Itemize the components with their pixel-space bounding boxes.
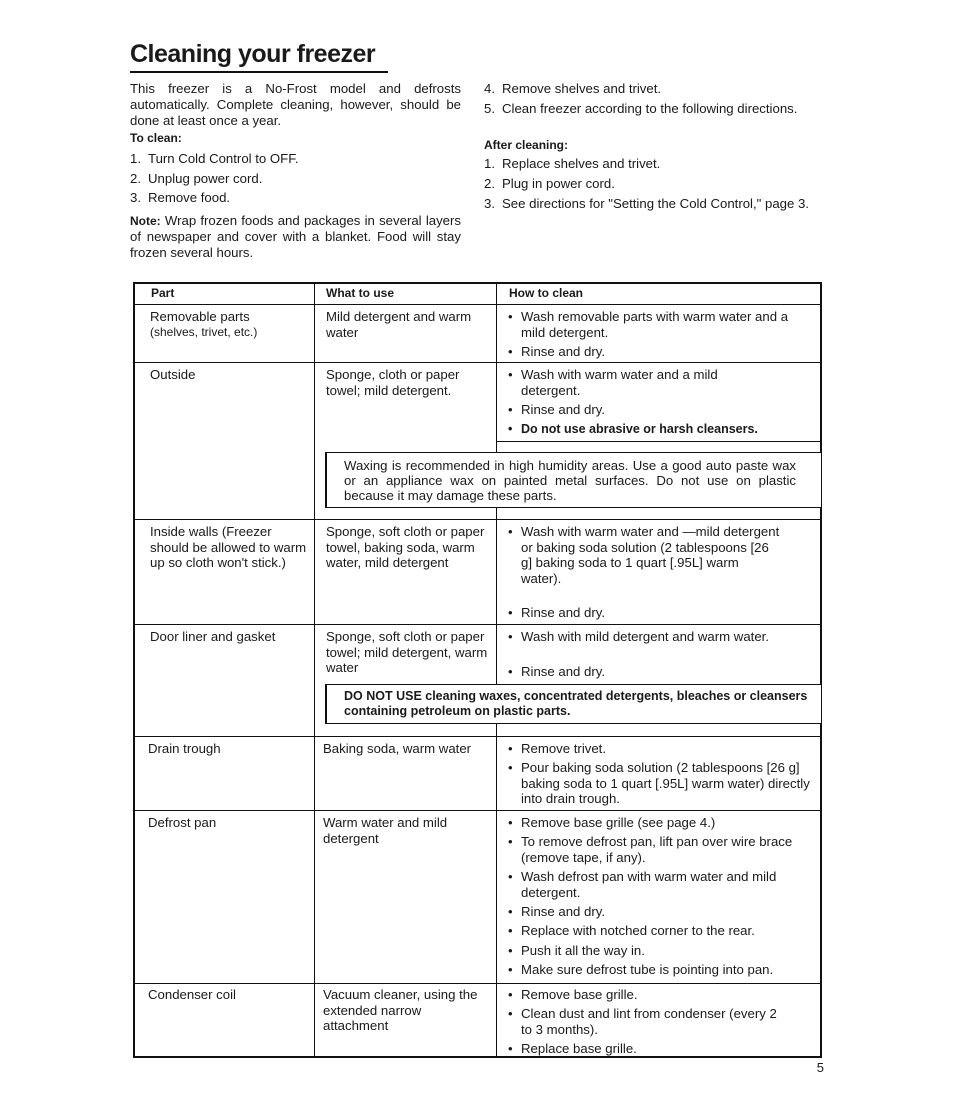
how-bullet bbox=[508, 904, 808, 920]
bullet-text: Push it all the way in. bbox=[521, 943, 645, 958]
bullet-dot: • bbox=[508, 760, 513, 775]
wax-note-text: Waxing is recommended in high humidity areas. Use a good auto paste wax or an appliance wax on painted metal surfaces. Do not use on plastic because it may damage these parts. bbox=[344, 458, 796, 503]
part-cell: Inside walls (Freezer should be allowed to warm up so cloth won't stick.) bbox=[150, 524, 307, 570]
bullet-text: Wash with warm water and a mild detergent. bbox=[521, 367, 718, 398]
bullet-text: Remove trivet. bbox=[521, 741, 607, 756]
header-divider bbox=[133, 304, 821, 305]
to-clean-step-3 bbox=[130, 190, 230, 206]
warning-note-text: DO NOT USE cleaning waxes, concentrated detergents, bleaches or cleansers containing petroleum on plastic parts. bbox=[344, 689, 808, 718]
row-divider bbox=[133, 519, 821, 520]
how-bullet bbox=[508, 962, 808, 978]
table-right-border bbox=[820, 282, 822, 1057]
bullet-dot: • bbox=[508, 943, 513, 958]
bullet-text: Make sure defrost tube is pointing into pan. bbox=[521, 962, 774, 977]
how-bullet-warning bbox=[508, 422, 818, 438]
bullet-text: Rinse and dry. bbox=[521, 605, 606, 620]
how-bullet bbox=[508, 605, 808, 621]
column-divider-2 bbox=[496, 282, 497, 1057]
header-what-to-use: What to use bbox=[326, 286, 394, 300]
how-bullet bbox=[508, 869, 808, 901]
bullet-dot: • bbox=[508, 741, 513, 756]
how-bullet bbox=[508, 834, 808, 866]
part-cell: Defrost pan bbox=[148, 815, 217, 830]
use-cell: Sponge, soft cloth or paper towel; mild detergent, warm water bbox=[326, 629, 488, 675]
bullet-dot: • bbox=[508, 1006, 513, 1021]
bullet-dot: • bbox=[508, 834, 513, 849]
after-cleaning-heading: After cleaning: bbox=[484, 138, 569, 152]
bullet-text: To remove defrost pan, lift pan over wire brace (remove tape, if any). bbox=[521, 834, 793, 865]
how-bullet bbox=[508, 344, 808, 360]
part-cell: Drain trough bbox=[148, 741, 221, 756]
bullet-dot: • bbox=[508, 367, 513, 382]
table-left-border bbox=[133, 282, 135, 1057]
step-4 bbox=[484, 81, 661, 97]
row-divider bbox=[496, 441, 821, 442]
use-cell: Sponge, cloth or paper towel; mild detergent. bbox=[326, 367, 460, 398]
note-text: Wrap frozen foods and packages in several layers of newspaper and cover with a blanket. Food will stay frozen several hours. bbox=[130, 213, 461, 260]
bullet-text: Remove base grille. bbox=[521, 987, 638, 1002]
bullet-dot: • bbox=[508, 664, 513, 679]
bullet-text: Rinse and dry. bbox=[521, 344, 606, 359]
how-bullet bbox=[508, 760, 808, 808]
step-number: 3. bbox=[484, 196, 495, 211]
step-text: See directions for "Setting the Cold Control," page 3. bbox=[502, 196, 809, 211]
bullet-dot: • bbox=[508, 422, 513, 436]
bullet-text: Clean dust and lint from condenser (every 2 to 3 months). bbox=[521, 1006, 777, 1037]
column-divider-1 bbox=[314, 282, 315, 1057]
bullet-text: Rinse and dry. bbox=[521, 402, 606, 417]
bullet-dot: • bbox=[508, 402, 513, 417]
bullet-text: Remove base grille (see page 4.) bbox=[521, 815, 716, 830]
bullet-dot: • bbox=[508, 629, 513, 644]
after-step-1 bbox=[484, 156, 660, 172]
bullet-text: Wash with mild detergent and warm water. bbox=[521, 629, 769, 644]
page-title: Cleaning your freezer bbox=[130, 40, 376, 68]
header-part: Part bbox=[151, 286, 175, 300]
after-step-3 bbox=[484, 196, 816, 212]
step-5 bbox=[484, 101, 816, 117]
step-number: 5. bbox=[484, 101, 495, 116]
bullet-text: Do not use abrasive or harsh cleansers. bbox=[521, 422, 758, 436]
table-top-border bbox=[133, 282, 821, 284]
bullet-text: Replace base grille. bbox=[521, 1041, 637, 1056]
part-name: Removable parts bbox=[150, 309, 250, 324]
how-bullet bbox=[508, 367, 808, 401]
header-how-to-clean: How to clean bbox=[509, 286, 584, 300]
bullet-dot: • bbox=[508, 815, 513, 830]
part-cell: Door liner and gasket bbox=[150, 629, 276, 644]
bullet-text: Wash defrost pan with warm water and mild detergent. bbox=[521, 869, 777, 900]
row-divider bbox=[133, 624, 821, 625]
bullet-text: Replace with notched corner to the rear. bbox=[521, 923, 755, 938]
bullet-text: Rinse and dry. bbox=[521, 664, 606, 679]
step-text: Plug in power cord. bbox=[502, 176, 615, 191]
intro-paragraph: This freezer is a No-Frost model and defrosts automatically. Complete cleaning, however, should be done at least once a year. bbox=[130, 81, 461, 128]
row-divider bbox=[133, 736, 821, 737]
step-number: 2. bbox=[484, 176, 495, 191]
part-cell bbox=[150, 309, 310, 340]
how-bullet bbox=[508, 524, 808, 604]
how-bullet bbox=[508, 664, 808, 680]
row-divider bbox=[133, 810, 821, 811]
bullet-text: Pour baking soda solution (2 tablespoons [26 g] baking soda to 1 quart [.95L] warm water) directly into drain trough. bbox=[521, 760, 810, 806]
bullet-text: Rinse and dry. bbox=[521, 904, 606, 919]
bullet-text: Wash removable parts with warm water and a mild detergent. bbox=[521, 309, 789, 340]
part-subtext: (shelves, trivet, etc.) bbox=[150, 324, 258, 339]
how-bullet bbox=[508, 309, 808, 345]
step-number: 1. bbox=[484, 156, 495, 171]
bullet-dot: • bbox=[508, 962, 513, 977]
how-bullet bbox=[508, 1006, 808, 1038]
how-bullet bbox=[508, 987, 808, 1003]
step-text: Turn Cold Control to OFF. bbox=[148, 151, 299, 166]
bullet-text: Wash with warm water and —mild detergent or baking soda solution (2 tablespoons [26 g] baking soda to 1 quart [.95L] warm water). bbox=[521, 524, 780, 586]
step-text: Remove food. bbox=[148, 190, 231, 205]
bullet-dot: • bbox=[508, 309, 513, 324]
how-bullet bbox=[508, 815, 808, 831]
how-bullet bbox=[508, 629, 808, 663]
use-cell: Warm water and mild detergent bbox=[323, 815, 448, 846]
use-cell: Baking soda, warm water bbox=[323, 741, 472, 756]
to-clean-step-1 bbox=[130, 151, 298, 167]
part-cell: Condenser coil bbox=[148, 987, 236, 1002]
to-clean-step-2 bbox=[130, 171, 262, 187]
how-bullet bbox=[508, 1041, 808, 1057]
note-label: Note: bbox=[130, 214, 161, 228]
after-step-2 bbox=[484, 176, 615, 192]
page-number: 5 bbox=[816, 1060, 824, 1075]
bullet-dot: • bbox=[508, 923, 513, 938]
use-cell: Vacuum cleaner, using the extended narrow attachment bbox=[323, 987, 478, 1033]
title-underline bbox=[130, 71, 388, 73]
how-bullet bbox=[508, 923, 808, 939]
step-number: 2. bbox=[130, 171, 141, 186]
bullet-dot: • bbox=[508, 605, 513, 620]
wax-note-box bbox=[325, 452, 822, 508]
bullet-dot: • bbox=[508, 524, 513, 539]
bullet-dot: • bbox=[508, 904, 513, 919]
row-divider bbox=[133, 362, 821, 363]
step-text: Replace shelves and trivet. bbox=[502, 156, 661, 171]
warning-note-box bbox=[325, 684, 822, 724]
step-number: 4. bbox=[484, 81, 495, 96]
step-number: 1. bbox=[130, 151, 141, 166]
how-bullet bbox=[508, 402, 808, 418]
step-number: 3. bbox=[130, 190, 141, 205]
use-cell: Sponge, soft cloth or paper towel, baking soda, warm water, mild detergent bbox=[326, 524, 485, 570]
how-bullet bbox=[508, 943, 808, 959]
row-divider bbox=[133, 983, 821, 984]
note-paragraph bbox=[130, 213, 461, 261]
part-cell: Outside bbox=[150, 367, 196, 382]
bullet-dot: • bbox=[508, 1041, 513, 1056]
step-text: Clean freezer according to the following directions. bbox=[502, 101, 798, 116]
bullet-dot: • bbox=[508, 987, 513, 1002]
step-text: Remove shelves and trivet. bbox=[502, 81, 662, 96]
step-text: Unplug power cord. bbox=[148, 171, 263, 186]
bullet-dot: • bbox=[508, 869, 513, 884]
to-clean-heading: To clean: bbox=[130, 131, 182, 145]
use-cell: Mild detergent and warm water bbox=[326, 309, 472, 340]
how-bullet bbox=[508, 741, 808, 757]
bullet-dot: • bbox=[508, 344, 513, 359]
